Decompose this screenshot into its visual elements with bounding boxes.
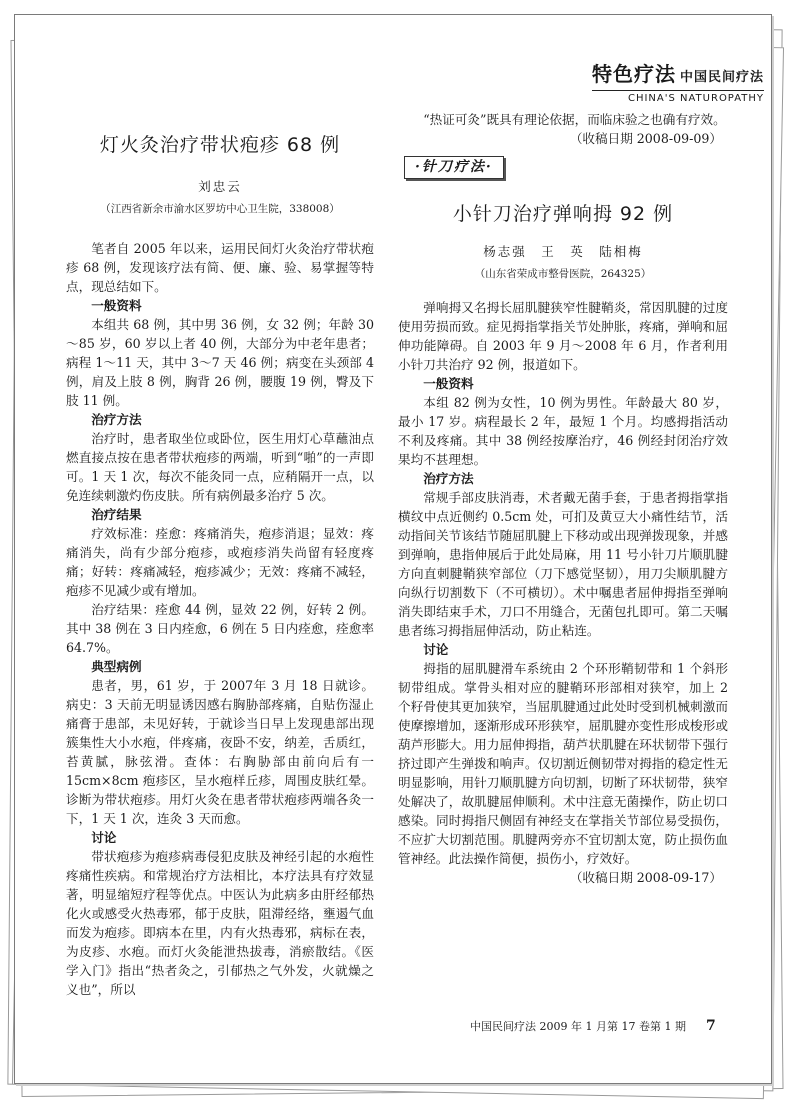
article2-title: 小针刀治疗弹响拇 92 例 <box>452 203 674 225</box>
header-english-name: CHINA'S NATUROPATHY <box>592 90 764 104</box>
article1-paragraph: 本组共 68 例，其中男 36 例，女 32 例；年龄 30～85 岁，60 岁以上者 40 例，大部分为中老年患者；病程 1～11 天，其中 3～7 天 46 例；病变在头颈部 4 例，肩及上肢 8 例，胸背 26 例，腰腹 19 例，臀及下肢 11 例。 <box>66 317 374 408</box>
article2-paragraph: 拇指的屈肌腱滑车系统由 2 个环形鞘韧带和 1 个斜形韧带组成。掌骨头相对应的腱鞘环形部相对狭窄，加上 2 个籽骨使其更加狭窄，当屈肌腱通过此处时受到机械刺激而使摩擦增加，逐渐形成环形狭窄，屈肌腱亦变性形成梭形或葫芦形膨大。用力屈伸拇指，葫芦状肌腱在环状韧带下强行挤过即产生弹拨和响声。仅切割近侧韧带对拇指的稳定性无明显影响，用针刀顺肌腱方向切割，切断了环状韧带，狭窄处解决了，故肌腱屈伸顺利。术中注意无菌操作，防止切口感染。同时拇指尺侧固有神经支在掌指关节部位易受损伤，不应扩大切割范围。肌腱两旁亦不宜切割太宽，防止损伤血管神经。此法操作简便，损伤小，疗效好。 <box>398 661 728 866</box>
article1-section-title: 讨论 <box>91 830 117 845</box>
article2-paragraph: 本组 82 例为女性，10 例为男性。年龄最大 80 岁，最小 17 岁。病程最长 2 年，最短 1 个月。均感拇指活动不利及疼痛。其中 38 例经按摩治疗，46 例经封闭治疗效果均不甚理想。 <box>398 395 728 467</box>
article1-paragraph: 治疗结果：痊愈 44 例，显效 22 例，好转 2 例。其中 38 例在 3 日内痊愈，6 例在 5 日内痊愈，痊愈率64.7%。 <box>66 602 374 655</box>
article1-section-title: 典型病例 <box>91 659 142 674</box>
article1-received-date: （收稿日期 2008-09-09） <box>569 131 722 146</box>
right-column <box>398 110 728 887</box>
article1-title: 灯火灸治疗带状疱疹 68 例 <box>99 134 341 156</box>
article2-intro: 弹响拇又名拇长屈肌腱狭窄性腱鞘炎，常因肌腱的过度使用劳损而致。症见拇指掌指关节处肿胀，疼痛，弹响和屈伸功能障碍。自 2003 年 9 月～2008 年 6 月，作者利用小针刀共治疗 92 例，报道如下。 <box>398 300 728 372</box>
article1-author: 刘忠云 <box>198 179 242 194</box>
article2-section-title: 讨论 <box>423 642 449 657</box>
article2-paragraph: 常规手部皮肤消毒，术者戴无菌手套，于患者拇指掌指横纹中点近侧约 0.5cm 处，可扪及黄豆大小痛性结节，活动指间关节该结节随屈肌腱上下移动或出现弹拨现象，并感到弹响，患指伸展后于此处局麻，用 11 号小针刀片顺肌腱方向直刺腱鞘狭窄部位（刀下感觉坚韧），用刀尖顺肌腱方向纵行切割数下（不可横切）。术中嘱患者屈伸拇指至弹响消失即结束手术，刀口不用缝合，无菌包扎即可。第二天嘱患者练习拇指屈伸活动，防止粘连。 <box>398 490 728 638</box>
article1-affiliation: （江西省新余市渝水区罗坊中心卫生院，338008） <box>100 203 340 215</box>
article2-received-date: （收稿日期 2008-09-17） <box>569 870 722 885</box>
article1-paragraph: 疗效标准：痊愈：疼痛消失，疱疹消退；显效：疼痛消失，尚有少部分疱疹，或疱疹消失尚留有轻度疼痛；好转：疼痛减轻，疱疹减少；无效：疼痛不减轻，疱疹不见减少或有增加。 <box>66 526 374 598</box>
article1-section-title: 一般资料 <box>91 298 142 313</box>
article1-section-title: 治疗方法 <box>91 412 142 427</box>
page-number: 7 <box>705 1018 716 1034</box>
article1-paragraph: 患者，男，61 岁，于 2007年 3 月 18 日就诊。病史：3 天前无明显诱因感右胸胁部疼痛，自贴伤湿止痛膏于患部，未见好转，于就诊当日早上发现患部出现簇集性大小水疱，伴疼痛，夜卧不安，纳差，舌质红，苔黄腻，脉弦滑。查体：右胸胁部由前向后有一 15cm×8cm 疱疹区，呈水疱样丘疹，周围皮肤红晕。诊断为带状疱疹。用灯火灸在患者带状疱疹两端各灸一下，1 天 1 次，连灸 3 天而愈。 <box>66 678 374 826</box>
article1-section-title: 治疗结果 <box>91 507 142 522</box>
article1-paragraph: 带状疱疹为疱疹病毒侵犯皮肤及神经引起的水疱性疼痛性疾病。和常规治疗方法相比，本疗法具有疗效显著，明显缩短疗程等优点。中医认为此病多由肝经郁热化火或感受火热毒邪，郁于皮肤，阻滞经络，壅遏气血而发为疱疹。即病本在里，内有火热毒邪，病标在表，为皮疹、水疱。而灯火灸能泄热拔毒，消瘀散结。《医学入门》指出“热者灸之，引郁热之气外发，火就燥之义也”，所以 <box>66 849 374 997</box>
article1-intro: 笔者自 2005 年以来，运用民间灯火灸治疗带状疱疹 68 例，发现该疗法有简、便、廉、验、易掌握等特点，现总结如下。 <box>66 241 374 294</box>
page-footer <box>470 1018 716 1034</box>
article2-authors: 杨志强 王 英 陆相梅 <box>483 244 643 259</box>
header-title: 特色疗法 <box>591 62 676 86</box>
article1-paragraph: 治疗时，患者取坐位或卧位，医生用灯心草蘸油点燃直接点按在患者带状疱疹的两端，听到“啪”的一声即可。1 天 1 次，每次不能灸同一点，应稍隔开一点，以免连续刺激灼伤皮肤。所有病例最多治疗 5 次。 <box>66 431 374 503</box>
article2-affiliation: （山东省荣成市整骨医院，264325） <box>474 268 652 280</box>
article1-continuation: “热证可灸”既具有理论依据，而临床验之也确有疗效。 <box>423 112 726 127</box>
left-column <box>66 110 374 999</box>
article2-section-title: 一般资料 <box>423 376 474 391</box>
page-header <box>592 58 764 104</box>
header-journal-name: 中国民间疗法 <box>679 70 764 85</box>
footer-journal-info: 中国民间疗法 2009 年 1 月第 17 卷第 1 期 <box>470 1020 686 1033</box>
article2-section-title: 治疗方法 <box>423 471 474 486</box>
section-badge: ·针刀疗法· <box>404 156 504 179</box>
